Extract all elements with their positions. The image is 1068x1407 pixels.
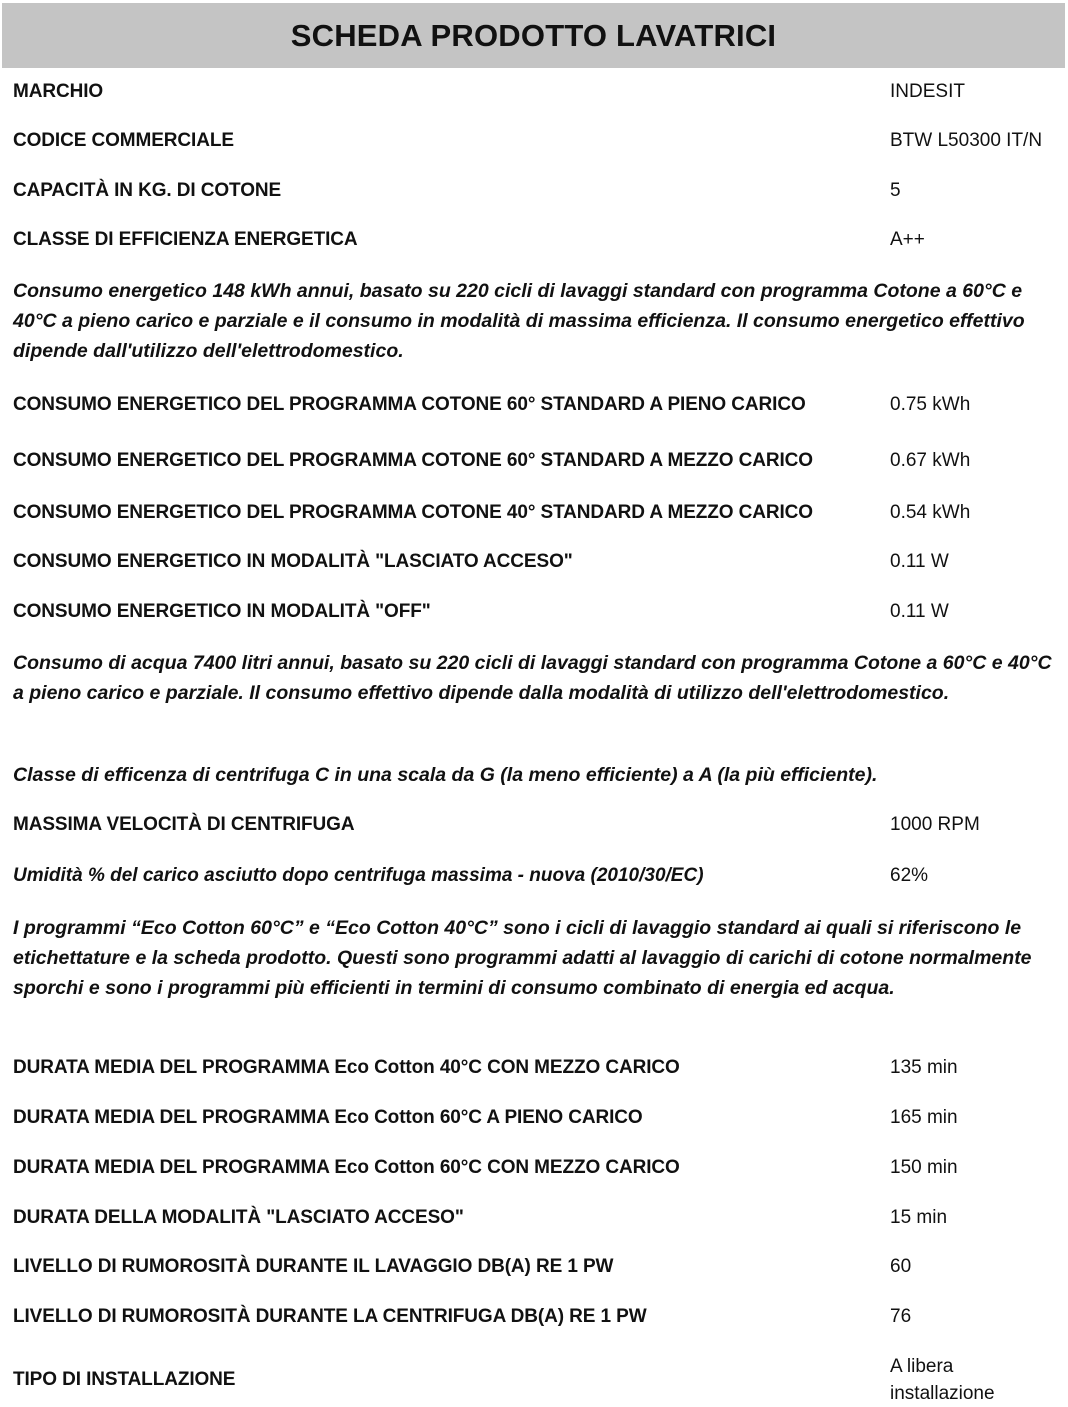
row-label: TIPO DI INSTALLAZIONE [13,1369,236,1390]
row-value: 0.11 W [890,601,949,622]
row-value: 5 [890,180,901,201]
row-value: 0.67 kWh [890,450,971,471]
row-label: DURATA MEDIA DEL PROGRAMMA Eco Cotton 60°C A PIENO CARICO [13,1107,643,1128]
row-label: CONSUMO ENERGETICO DEL PROGRAMMA COTONE 60° STANDARD A PIENO CARICO [13,394,806,415]
water-consumption-note: Consumo di acqua 7400 litri annui, basato su 220 cicli di lavaggi standard con programma Cotone a 60°C e 40°C a pieno carico e parziale. Il consumo effettivo dipende dalla modalità di utilizzo dell'elettrodomestico. [13,652,1052,704]
row-label: Umidità % del carico asciutto dopo centrifuga massima - nuova (2010/30/EC) [13,865,704,886]
row-value: 1000 RPM [890,814,980,835]
row-value: 150 min [890,1157,958,1178]
row-label: CONSUMO ENERGETICO DEL PROGRAMMA COTONE 60° STANDARD A MEZZO CARICO [13,450,813,471]
row-value-line2: installazione [890,1383,995,1404]
row-label: LIVELLO DI RUMOROSITÀ DURANTE IL LAVAGGIO DB(A) RE 1 PW [13,1256,614,1277]
row-label: CAPACITÀ IN KG. DI COTONE [13,180,282,201]
row-label: LIVELLO DI RUMOROSITÀ DURANTE LA CENTRIFUGA DB(A) RE 1 PW [13,1306,647,1327]
row-value: A++ [890,229,925,250]
standard-programs-note: I programmi “Eco Cotton 60°C” e “Eco Cotton 40°C” sono i cicli di lavaggio standard ai quali si riferiscono le etichettature e la scheda prodotto. Questi sono programmi adatti al lavaggio di carichi di cotone normalmente sporchi e sono i programmi più efficienti in termini di consumo combinato di energia ed acqua. [13,917,1032,999]
row-label: DURATA DELLA MODALITÀ "LASCIATO ACCESO" [13,1207,464,1228]
row-value: 0.11 W [890,551,949,572]
row-value: 135 min [890,1057,958,1078]
row-value-line1: A libera [890,1356,954,1377]
energy-consumption-note: Consumo energetico 148 kWh annui, basato su 220 cicli di lavaggi standard con programma Cotone a 60°C e 40°C a pieno carico e parziale e il consumo in modalità di massima efficienza. Il consumo energetico effettivo dipende dall'utilizzo dell'elettrodomestico. [13,280,1025,362]
row-label: DURATA MEDIA DEL PROGRAMMA Eco Cotton 60°C CON MEZZO CARICO [13,1157,680,1178]
row-value: 0.75 kWh [890,394,971,415]
row-value: 165 min [890,1107,958,1128]
row-label: CONSUMO ENERGETICO IN MODALITÀ "OFF" [13,601,431,622]
row-value: INDESIT [890,81,965,102]
row-label: MARCHIO [13,81,104,102]
row-value: 0.54 kWh [890,502,971,523]
row-label: DURATA MEDIA DEL PROGRAMMA Eco Cotton 40°C CON MEZZO CARICO [13,1057,680,1078]
row-label: CONSUMO ENERGETICO DEL PROGRAMMA COTONE 40° STANDARD A MEZZO CARICO [13,502,813,523]
row-value: BTW L50300 IT/N [890,130,1043,151]
row-label: CONSUMO ENERGETICO IN MODALITÀ "LASCIATO ACCESO" [13,551,573,572]
row-label: MASSIMA VELOCITÀ DI CENTRIFUGA [13,814,355,835]
row-value: 62% [890,865,929,886]
row-value: 76 [890,1306,912,1327]
installation-type-value [890,1353,1060,1407]
spin-class-note: Classe di efficenza di centrifuga C in una scala da G (la meno efficiente) a A (la più efficiente). [13,764,878,786]
row-value: 15 min [890,1207,948,1228]
sheet-title: SCHEDA PRODOTTO LAVATRICI [2,3,1065,68]
row-label: CODICE COMMERCIALE [13,130,234,151]
row-value: 60 [890,1256,912,1277]
row-label: CLASSE DI EFFICIENZA ENERGETICA [13,229,358,250]
